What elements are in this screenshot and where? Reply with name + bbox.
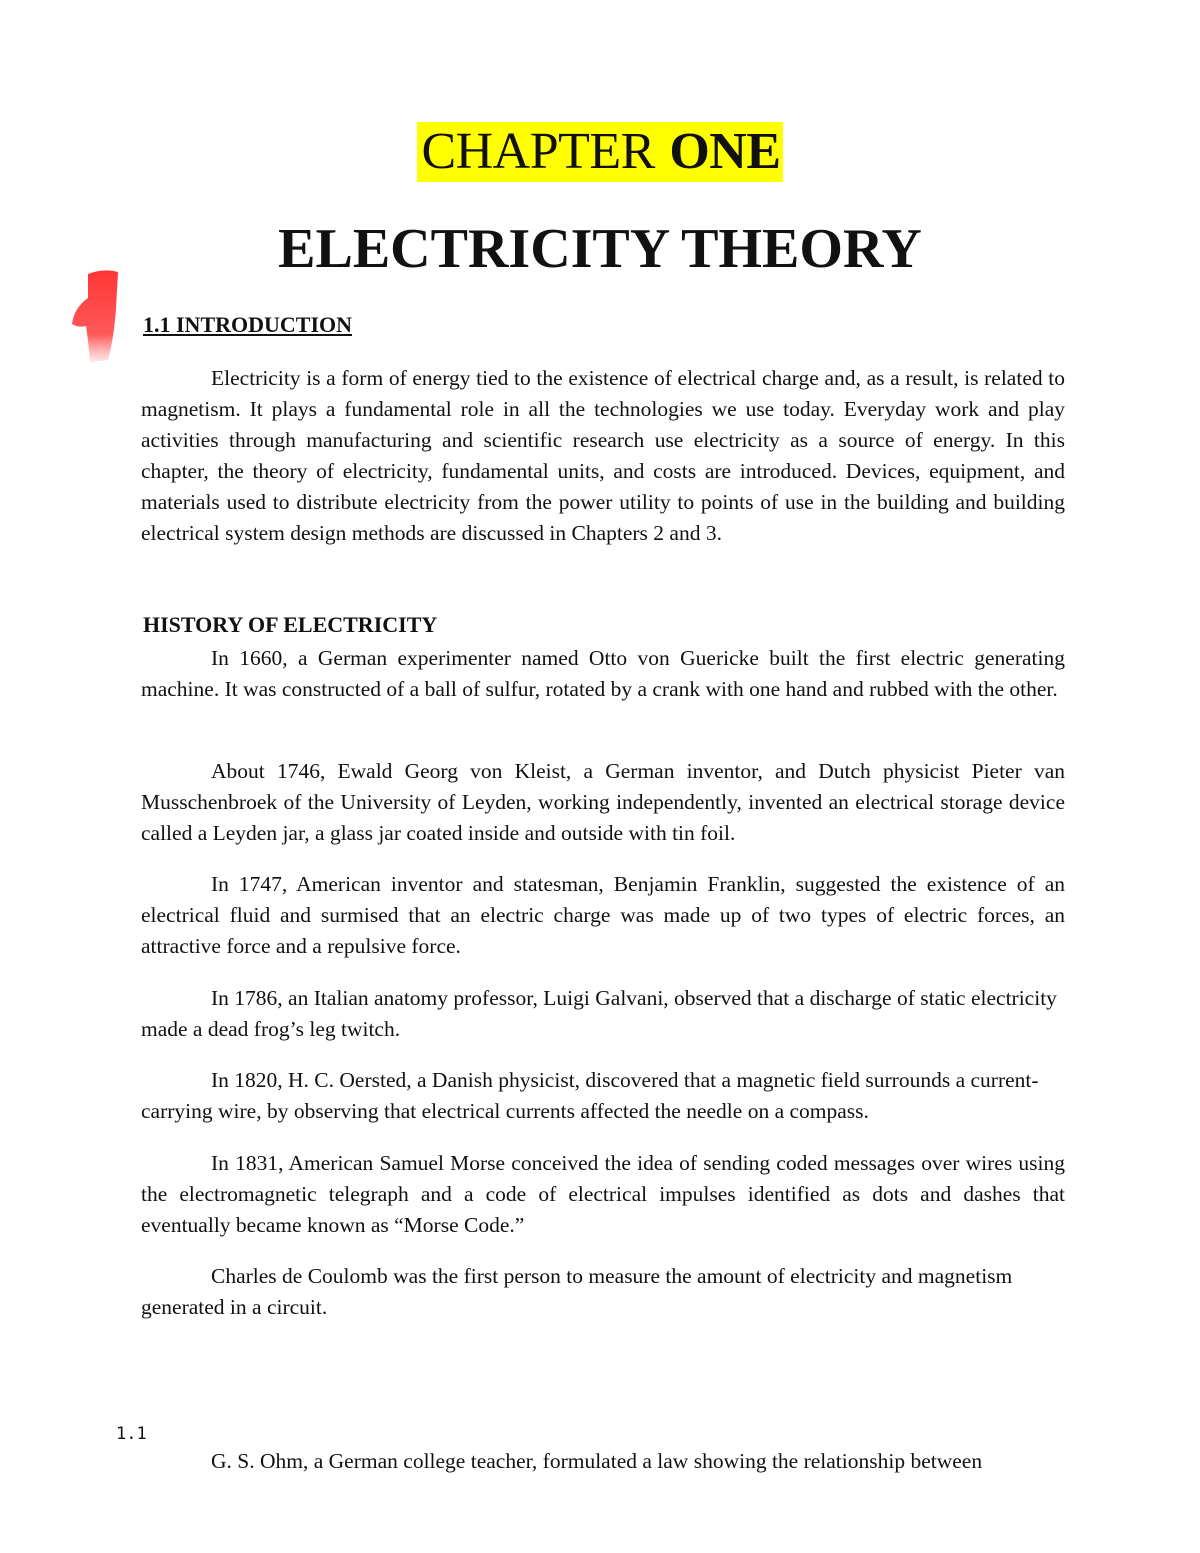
history-paragraph: About 1746, Ewald Georg von Kleist, a German inventor, and Dutch physicist Pieter van Musschenbroek of the University of Leyden, working independently, invented an electrical storage device called a Leyden jar, a glass jar coated inside and outside with tin foil. (141, 759, 1065, 845)
chapter-number: ONE (669, 123, 781, 180)
history-paragraph: Charles de Coulomb was the first person to measure the amount of electricity and magnetism generated in a circuit. (141, 1264, 1013, 1319)
page-number: 1.1 (116, 1424, 147, 1444)
history-paragraph: In 1786, an Italian anatomy professor, Luigi Galvani, observed that a discharge of static electricity made a dead frog’s leg twitch. (141, 986, 1057, 1041)
history-paragraph: In 1831, American Samuel Morse conceived the idea of sending coded messages over wires using the electromagnetic telegraph and a code of electrical impulses identified as dots and dashes that eventually became known as “Morse Code.” (141, 1151, 1065, 1237)
history-paragraph: In 1660, a German experimenter named Otto von Guericke built the first electric generating machine. It was constructed of a ball of sulfur, rotated by a crank with one hand and rubbed with the other. (141, 646, 1065, 701)
chapter-heading (0, 122, 1200, 182)
chapter-highlight (417, 122, 782, 182)
document-title: ELECTRICITY THEORY (278, 218, 922, 280)
history-paragraph: In 1747, American inventor and statesman, Benjamin Franklin, suggested the existence of an electrical fluid and surmised that an electric charge was made up of two types of electric forces, an attractive force and a repulsive force. (141, 872, 1065, 958)
introduction-heading: 1.1 INTRODUCTION (143, 312, 353, 337)
introduction-paragraph: Electricity is a form of energy tied to the existence of electrical charge and, as a result, is related to magnetism. It plays a fundamental role in all the technologies we use today. Everyday work and play activities through manufacturing and scientific research use electricity as a source of energy. In this chapter, the theory of electricity, fundamental units, and costs are introduced. Devices, equipment, and materials used to distribute electricity from the power utility to points of use in the building and building electrical system design methods are discussed in Chapters 2 and 3. (141, 366, 1065, 545)
history-paragraph: G. S. Ohm, a German college teacher, formulated a law showing the relationship between (211, 1449, 983, 1473)
history-heading: HISTORY OF ELECTRICITY (143, 612, 438, 637)
history-paragraph: In 1820, H. C. Oersted, a Danish physicist, discovered that a magnetic field surrounds a current-carrying wire, by observing that electrical currents affected the needle on a compass. (141, 1068, 1039, 1123)
chapter-prefix: CHAPTER (421, 123, 655, 180)
red-highlighter-mark (70, 268, 122, 364)
